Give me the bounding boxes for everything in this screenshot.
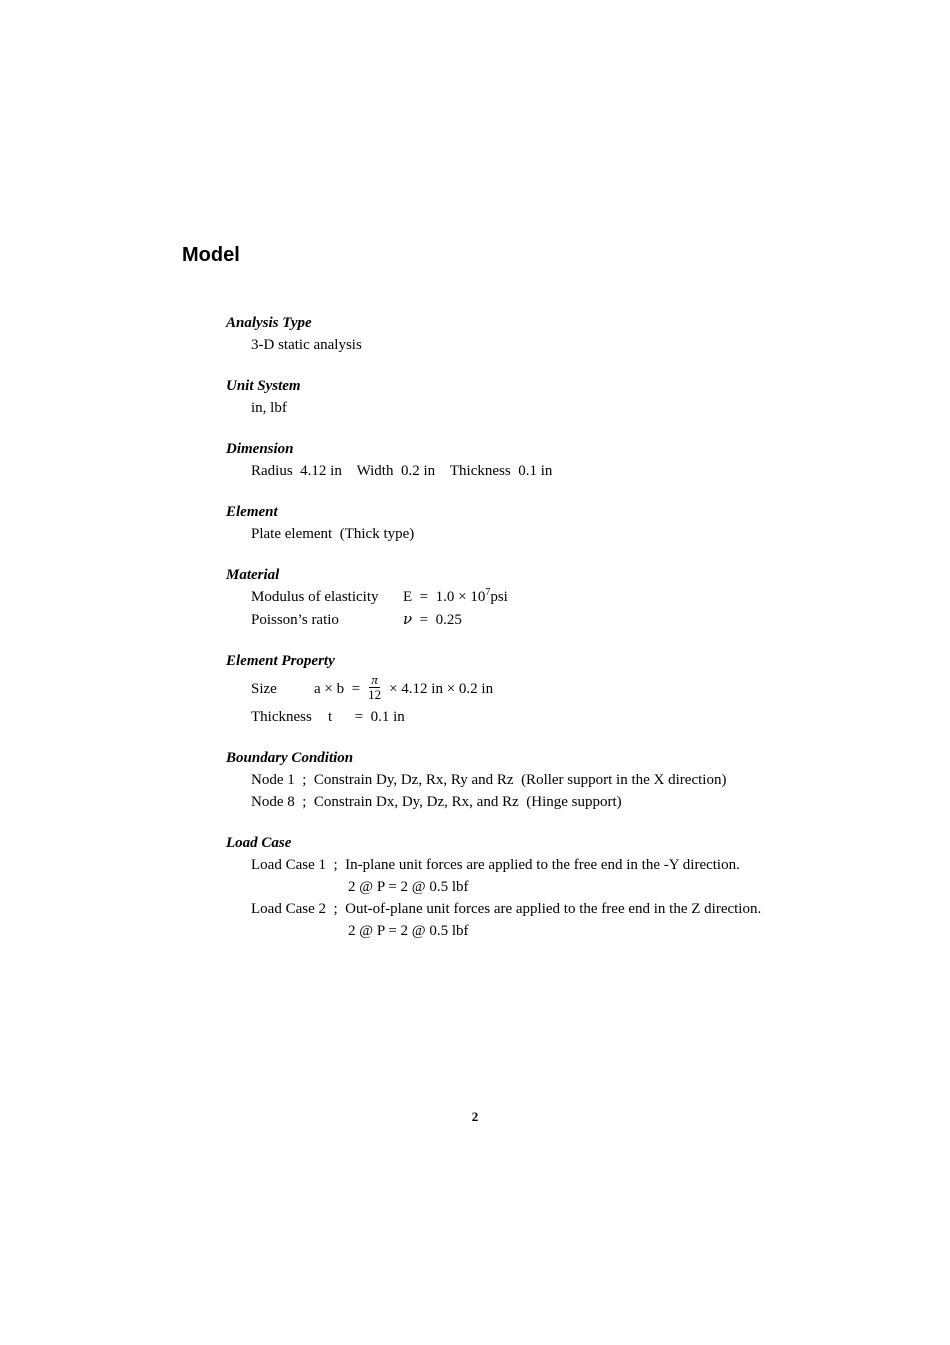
pi-over-12-fraction [366, 673, 383, 702]
load-case-heading: Load Case [226, 835, 292, 851]
load-case-2: Load Case 2 ; Out-of-plane unit forces are applied to the free end in the Z direction. [251, 901, 762, 917]
dimension-values [226, 460, 926, 482]
poisson-symbol: ν [403, 610, 413, 628]
modulus-unit: psi [490, 589, 508, 605]
size-label: Size [251, 681, 277, 697]
size-rest: × 4.12 in × 0.2 in [389, 681, 494, 697]
size-expr: a × b = [314, 681, 361, 697]
modulus-exponent: 7 [485, 587, 491, 598]
load-case-1-detail: 2 @ P = 2 @ 0.5 lbf [348, 879, 469, 895]
dimension-heading: Dimension [226, 441, 294, 457]
unit-system-value: in, lbf [251, 400, 287, 416]
size-row [226, 672, 926, 706]
section-analysis-type [226, 312, 926, 356]
poisson-expr: = 0.25 [419, 612, 462, 628]
model-content [226, 312, 926, 961]
poisson-row [226, 608, 926, 631]
modulus-expr: E = 1.0 × 10 [403, 589, 486, 605]
radius-label: Radius [251, 463, 293, 479]
analysis-type-value: 3-D static analysis [251, 337, 362, 353]
boundary-node-8: Node 8 ; Constrain Dx, Dy, Dz, Rx, and Rz (Hinge support) [251, 794, 622, 810]
element-property-heading: Element Property [226, 653, 335, 669]
analysis-type-heading: Analysis Type [226, 315, 312, 331]
fraction-denominator: 12 [368, 686, 382, 702]
section-load-case [226, 832, 926, 942]
boundary-condition-heading: Boundary Condition [226, 750, 354, 766]
thickness-row [226, 706, 926, 728]
ep-thickness-expr: t = 0.1 in [328, 709, 405, 725]
load-case-2-detail: 2 @ P = 2 @ 0.5 lbf [348, 923, 469, 939]
section-element-property [226, 650, 926, 728]
section-material [226, 564, 926, 631]
poisson-label: Poisson’s ratio [251, 612, 339, 628]
radius-value: 4.12 in [300, 463, 342, 479]
load-case-1: Load Case 1 ; In-plane unit forces are applied to the free end in the -Y direction. [251, 857, 740, 873]
section-dimension [226, 438, 926, 482]
modulus-row [226, 586, 926, 608]
material-heading: Material [226, 567, 280, 583]
element-heading: Element [226, 504, 278, 520]
fraction-numerator: π [371, 671, 378, 687]
width-label: Width [356, 463, 394, 479]
modulus-label: Modulus of elasticity [251, 589, 379, 605]
element-value: Plate element (Thick type) [251, 526, 415, 542]
section-unit-system [226, 375, 926, 419]
unit-system-heading: Unit System [226, 378, 301, 394]
width-value: 0.2 in [400, 463, 436, 479]
thickness-label: Thickness [449, 463, 511, 479]
thickness-value: 0.1 in [518, 463, 553, 479]
page-title: Model [182, 244, 240, 266]
section-element [226, 501, 926, 545]
ep-thickness-label: Thickness [251, 709, 312, 725]
section-boundary-condition [226, 747, 926, 813]
page-number: 2 [471, 1109, 479, 1124]
boundary-node-1: Node 1 ; Constrain Dy, Dz, Rx, Ry and Rz (Roller support in the X direction) [251, 772, 727, 788]
